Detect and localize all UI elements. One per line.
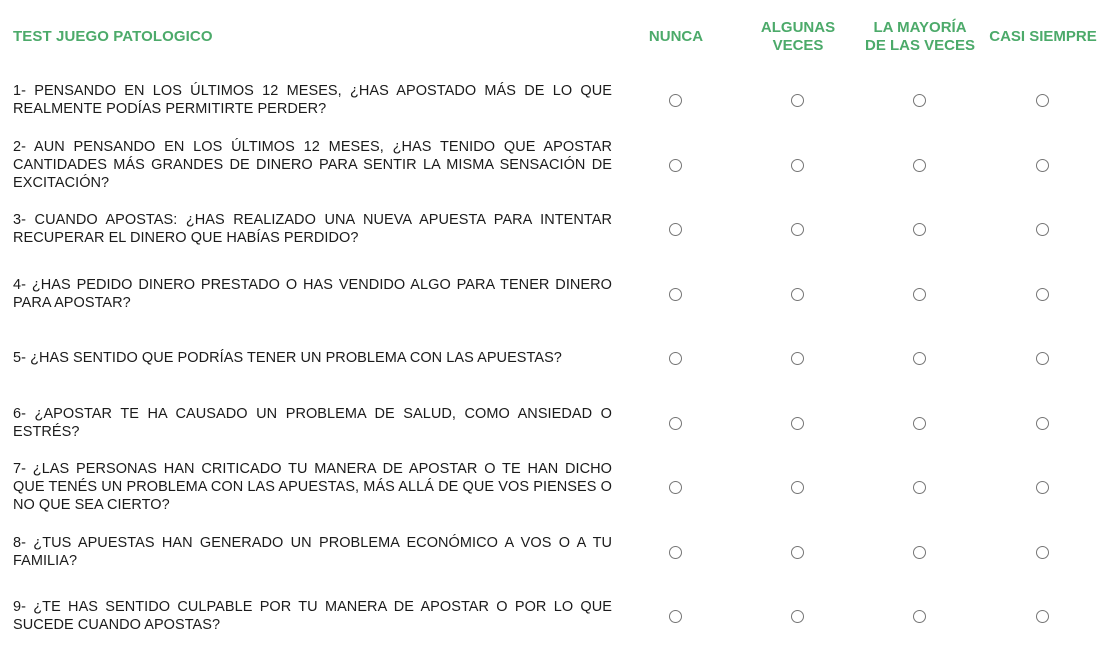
question-text: 8- ¿TUS APUESTAS HAN GENERADO UN PROBLEMA ECONÓMICO A VOS O A TU FAMILIA? xyxy=(13,535,612,569)
radio-algunas-veces[interactable] xyxy=(791,159,804,172)
radio-nunca[interactable] xyxy=(669,94,682,107)
radio-nunca[interactable] xyxy=(669,223,682,236)
radio-nunca[interactable] xyxy=(669,417,682,430)
radio-nunca[interactable] xyxy=(669,352,682,365)
radio-algunas-veces[interactable] xyxy=(791,417,804,430)
radio-casi-siempre[interactable] xyxy=(1036,288,1049,301)
radio-algunas-veces[interactable] xyxy=(791,546,804,559)
radio-casi-siempre[interactable] xyxy=(1036,481,1049,494)
radio-casi-siempre[interactable] xyxy=(1036,610,1049,623)
radio-la-mayoria-de-las-veces[interactable] xyxy=(913,159,926,172)
column-header-algunas-veces: ALGUNAS VECES xyxy=(760,19,836,54)
radio-nunca[interactable] xyxy=(669,610,682,623)
radio-la-mayoria-de-las-veces[interactable] xyxy=(913,223,926,236)
column-header-la-mayoria-de-las-veces: LA MAYORÍA DE LAS VECES xyxy=(864,19,976,54)
radio-algunas-veces[interactable] xyxy=(791,352,804,365)
survey-title: TEST JUEGO PATOLOGICO xyxy=(13,28,213,45)
radio-nunca[interactable] xyxy=(669,546,682,559)
radio-casi-siempre[interactable] xyxy=(1036,546,1049,559)
radio-algunas-veces[interactable] xyxy=(791,481,804,494)
radio-casi-siempre[interactable] xyxy=(1036,352,1049,365)
survey-header xyxy=(0,0,1113,74)
question-text: 1- PENSANDO EN LOS ÚLTIMOS 12 MESES, ¿HAS APOSTADO MÁS DE LO QUE REALMENTE PODÍAS PERMITIRTE PERDER? xyxy=(13,83,612,117)
radio-la-mayoria-de-las-veces[interactable] xyxy=(913,417,926,430)
radio-la-mayoria-de-las-veces[interactable] xyxy=(913,546,926,559)
radio-algunas-veces[interactable] xyxy=(791,610,804,623)
radio-nunca[interactable] xyxy=(669,481,682,494)
question-text: 6- ¿APOSTAR TE HA CAUSADO UN PROBLEMA DE SALUD, COMO ANSIEDAD O ESTRÉS? xyxy=(13,406,612,440)
question-text: 9- ¿TE HAS SENTIDO CULPABLE POR TU MANERA DE APOSTAR O POR LO QUE SUCEDE CUANDO APOSTAS? xyxy=(13,599,612,633)
radio-la-mayoria-de-las-veces[interactable] xyxy=(913,352,926,365)
question-text: 4- ¿HAS PEDIDO DINERO PRESTADO O HAS VENDIDO ALGO PARA TENER DINERO PARA APOSTAR? xyxy=(13,277,612,311)
question-text: 7- ¿LAS PERSONAS HAN CRITICADO TU MANERA DE APOSTAR O TE HAN DICHO QUE TENÉS UN PROBLEMA CON LAS APUESTAS, MÁS ALLÁ DE QUE VOS PIENSES O NO QUE SEA CIERTO? xyxy=(13,461,612,513)
question-text: 2- AUN PENSANDO EN LOS ÚLTIMOS 12 MESES, ¿HAS TENIDO QUE APOSTAR CANTIDADES MÁS GRANDES DE DINERO PARA SENTIR LA MISMA SENSACIÓN DE EXCITACIÓN? xyxy=(13,139,612,191)
radio-la-mayoria-de-las-veces[interactable] xyxy=(913,610,926,623)
question-text: 5- ¿HAS SENTIDO QUE PODRÍAS TENER UN PROBLEMA CON LAS APUESTAS? xyxy=(13,350,562,366)
radio-la-mayoria-de-las-veces[interactable] xyxy=(913,288,926,301)
radio-casi-siempre[interactable] xyxy=(1036,159,1049,172)
radio-casi-siempre[interactable] xyxy=(1036,417,1049,430)
radio-nunca[interactable] xyxy=(669,159,682,172)
radio-algunas-veces[interactable] xyxy=(791,223,804,236)
radio-algunas-veces[interactable] xyxy=(791,288,804,301)
radio-casi-siempre[interactable] xyxy=(1036,94,1049,107)
radio-la-mayoria-de-las-veces[interactable] xyxy=(913,481,926,494)
radio-casi-siempre[interactable] xyxy=(1036,223,1049,236)
column-header-nunca: NUNCA xyxy=(648,28,704,45)
question-text: 3- CUANDO APOSTAS: ¿HAS REALIZADO UNA NUEVA APUESTA PARA INTENTAR RECUPERAR EL DINERO QUE HABÍAS PERDIDO? xyxy=(13,212,612,246)
radio-algunas-veces[interactable] xyxy=(791,94,804,107)
column-header-casi-siempre: CASI SIEMPRE xyxy=(989,28,1097,45)
radio-nunca[interactable] xyxy=(669,288,682,301)
radio-la-mayoria-de-las-veces[interactable] xyxy=(913,94,926,107)
